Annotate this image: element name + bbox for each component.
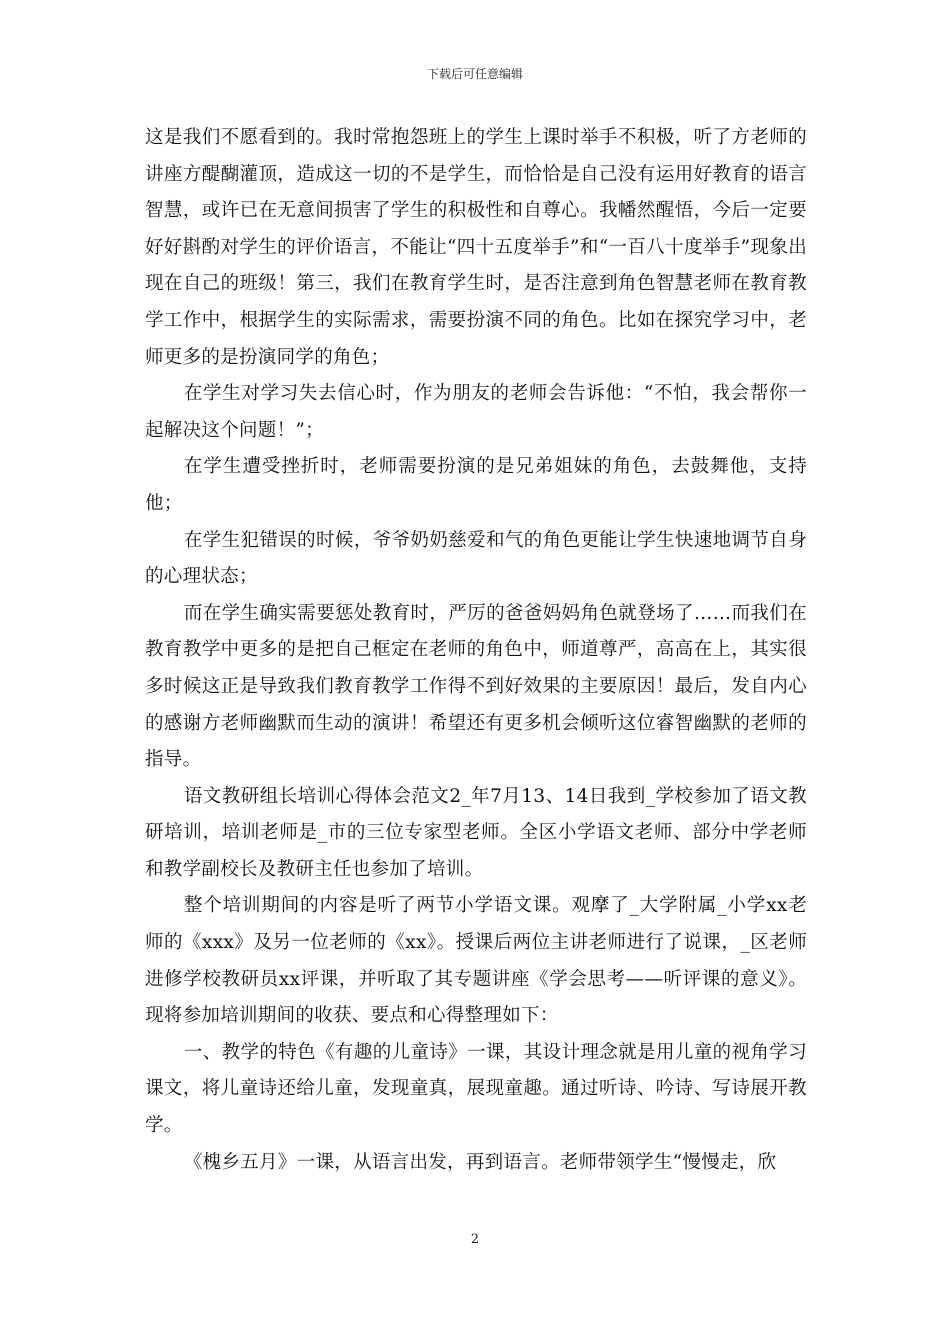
paragraph: 在学生犯错误的时候，爷爷奶奶慈爱和气的角色更能让学生快速地调节自身的心理状态； bbox=[145, 529, 807, 588]
paragraph: 在学生对学习失去信心时，作为朋友的老师会告诉他：“不怕，我会帮你一起解决这个问题！”； bbox=[145, 383, 807, 441]
paragraph: 在学生遭受挫折时，老师需要扮演的是兄弟姐妹的角色，去鼓舞他，支持他； bbox=[145, 456, 807, 514]
paragraph: 整个培训期间的内容是听了两节小学语文课。观摩了_大学附属_小学xx老师的《xxx》及另一位老师的《xx》。授课后两位主讲老师进行了说课，_区老师进修学校教研员xx评课，并听取了其专题讲座《学会思考——听评课的意义》。现将参加培训期间的收获、要点和心得整理如下： bbox=[145, 895, 807, 1027]
page-header: 下载后可任意编辑 bbox=[426, 67, 523, 81]
paragraph: 一、教学的特色《有趣的儿童诗》一课，其设计理念就是用儿童的视角学习课文，将儿童诗还给儿童，发现童真，展现童趣。通过听诗、吟诗、写诗展开教学。 bbox=[145, 1041, 807, 1137]
paragraph: 《槐乡五月》一课，从语言出发，再到语言。老师带领学生“慢慢走，欣 bbox=[183, 1151, 777, 1173]
paragraph: 而在学生确实需要惩处教育时，严厉的爸爸妈妈角色就登场了……而我们在教育教学中更多的是把自己框定在老师的角色中，师道尊严，高高在上，其实很多时候这正是导致我们教育教学工作得不到好效果的主要原因！最后，发自内心的感谢方老师幽默而生动的演讲！希望还有更多机会倾听这位睿智幽默的老师的指导。 bbox=[145, 602, 807, 771]
paragraph: 语文教研组长培训心得体会范文2_年7月13、14日我到_学校参加了语文教研培训，培训老师是_市的三位专家型老师。全区小学语文老师、部分中学老师和教学副校长及教研主任也参加了培训。 bbox=[145, 785, 807, 880]
page-number: 2 bbox=[470, 1232, 480, 1247]
document-body bbox=[145, 120, 807, 1181]
paragraph: 这是我们不愿看到的。我时常抱怨班上的学生上课时举手不积极，听了方老师的讲座方醍醐灌顶，造成这一切的不是学生，而恰恰是自己没有运用好教育的语言智慧，或许已在无意间损害了学生的积极性和自尊心。我幡然醒悟，今后一定要好好斟酌对学生的评价语言，不能让“四十五度举手”和“一百八十度举手”现象出现在自己的班级！第三，我们在教育学生时，是否注意到角色智慧老师在教育教学工作中，根据学生的实际需求，需要扮演不同的角色。比如在探究学习中，老师更多的是扮演同学的角色； bbox=[145, 127, 807, 368]
